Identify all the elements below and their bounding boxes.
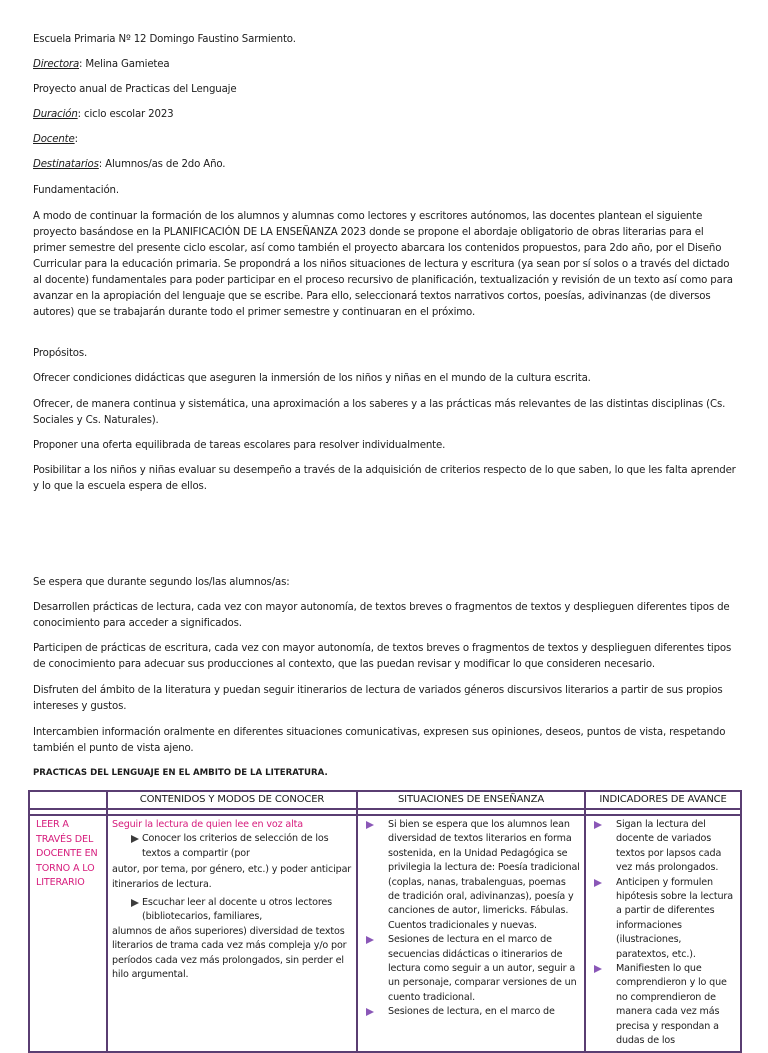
list-item	[362, 818, 580, 933]
arrow-bullet-icon	[365, 820, 375, 830]
list-item	[590, 818, 736, 876]
arrow-bullet-icon	[365, 935, 375, 945]
area-label: LEER A TRAVÉS DEL DOCENTE EN TORNO A LO LITERARIO	[36, 819, 98, 888]
header-cell-situaciones: SITUACIONES DE ENSEÑANZA	[357, 791, 585, 809]
contents-cell	[107, 815, 357, 1052]
proposito-item: Proponer una oferta equilibrada de tareas escolares para resolver individualmente.	[33, 440, 446, 451]
arrow-bullet-icon	[130, 834, 140, 844]
expectativa-item: Intercambien información oralmente en diferentes situaciones comunicativas, expresen sus opiniones, deseos, puntos de vista, respetando también el punto de vista ajeno.	[33, 727, 726, 754]
situaciones-list	[362, 818, 580, 1020]
arrow-bullet-icon	[130, 898, 140, 908]
indicadores-list	[590, 818, 736, 1049]
proposito-item: Ofrecer, de manera continua y sistemática, una aproximación a los saberes y a las prácticas más relevantes de las distintas disciplinas (Cs. Sociales y Cs. Naturales).	[33, 399, 726, 426]
fundamentacion-body: A modo de continuar la formación de los alumnos y alumnas como lectores y escritores autónomos, las docentes plantean el siguiente proyecto basándose en la PLANIFICACIÓN DE LA ENSEÑANZA 2023 donde se propone el abordaje obligatorio de obras literarias para el primer semestre del presente ciclo escolar, así como también el proyecto abarcara los contenidos propuestos, para 2do año, por el Diseño Curricular para la educación primaria. Se propondrá a los niños situaciones de lectura y escritura (ya sean por sí solos o a través del dictado al docente) fundamentales para poder participar en el proceso recursivo de planificación, textualización y revisión de un texto así como para avanzar en la apropiación del lenguaje que se escribe. Para ello, seleccionará textos narrativos cortos, poesías, adivinanzas (de diversos autores) que se trabajarán durante todo el primer semestre y continuaran en el próximo.	[33, 211, 733, 318]
table-row	[29, 815, 741, 1052]
contents-item	[112, 832, 352, 861]
director-line	[33, 57, 739, 73]
situaciones-cell	[357, 815, 585, 1052]
director-label: Directora	[33, 59, 80, 70]
expectativa-item: Participen de prácticas de escritura, cada vez con mayor autonomía, de textos breves o fragmentos de textos y desplieguen diferentes tipos de conocimiento para adecuar sus producciones al contexto, que las puedan revisar y modificar lo que consideren necesario.	[33, 643, 732, 670]
header-cell-contenidos: CONTENIDOS Y MODOS DE CONOCER	[107, 791, 357, 809]
expectativa-item: Desarrollen prácticas de lectura, cada vez con mayor autonomía, de textos breves o fragmentos de textos y desplieguen diferentes tipos de conocimiento para acceder a significados.	[33, 602, 730, 629]
list-item	[590, 876, 736, 962]
duration-value: : ciclo escolar 2023	[77, 109, 174, 120]
header-cell-area	[29, 791, 107, 809]
propositos-title: Propósitos.	[33, 348, 88, 359]
audience-value: : Alumnos/as de 2do Año.	[98, 159, 226, 170]
area-cell	[29, 815, 107, 1052]
director-value: : Melina Gamietea	[79, 59, 170, 70]
expectativas-intro: Se espera que durante segundo los/las alumnos/as:	[33, 577, 290, 588]
list-item-text: Sesiones de lectura, en el marco de	[388, 1006, 555, 1018]
contents-item-continuation: autor, por tema, por género, etc.) y poder anticipar itinerarios de lectura.	[112, 864, 352, 890]
list-item	[590, 962, 736, 1048]
list-item-text: Sigan la lectura del docente de variados textos por lapsos cada vez más prolongados.	[616, 819, 722, 874]
indicadores-cell	[585, 815, 741, 1052]
school-name: Escuela Primaria Nº 12 Domingo Faustino Sarmiento.	[33, 34, 296, 45]
audience-label: Destinatarios	[33, 159, 99, 170]
duration-label: Duración	[33, 109, 78, 120]
table-header-row	[29, 791, 741, 809]
list-item-text: Anticipen y formulen hipótesis sobre la lectura a partir de diferentes informaciones (ilustraciones, paratextos, etc.).	[616, 876, 733, 960]
header-cell-indicadores: INDICADORES DE AVANCE	[585, 791, 741, 809]
contents-item	[112, 896, 352, 925]
list-item-text: Si bien se espera que los alumnos lean diversidad de textos literarios en forma sostenida, en la Unidad Pedagógica se privilegia la lectura de: Poesía tradicional (coplas, nanas, trabalenguas, poemas de tradición oral, adivinanzas), poesía y canciones de autor, limericks. Fábulas. Cuentos tradicionales y nuevas.	[388, 819, 580, 931]
table-caption: PRACTICAS DEL LENGUAJE EN EL AMBITO DE LA LITERATURA.	[33, 768, 328, 778]
teacher-value: :	[74, 134, 78, 145]
contents-lead: Seguir la lectura de quien lee en voz alta	[112, 819, 303, 830]
list-item	[362, 933, 580, 1005]
list-item-text: Sesiones de lectura en el marco de secuencias didácticas o itinerarios de lectura como seguir a un autor, seguir a un personaje, comparar versiones de un cuento tradicional.	[388, 934, 577, 1003]
teacher-line	[33, 132, 739, 148]
list-item-text: Manifiesten lo que comprendieron y lo que no comprendieron de manera cada vez más precisa y respondan a dudas de los	[616, 963, 727, 1047]
planning-table	[28, 790, 742, 1053]
duration-line	[33, 107, 739, 123]
fundamentacion-title: Fundamentación.	[33, 185, 119, 196]
arrow-bullet-icon	[593, 820, 603, 830]
arrow-bullet-icon	[365, 1007, 375, 1017]
project-title: Proyecto anual de Practicas del Lenguaje	[33, 84, 237, 95]
list-item	[362, 1005, 580, 1019]
audience-line	[33, 157, 739, 173]
proposito-item: Posibilitar a los niños y niñas evaluar su desempeño a través de la adquisición de criterios respecto de lo que saben, lo que les falta aprender y lo que la escuela espera de ellos.	[33, 465, 736, 492]
contents-item-continuation: alumnos de años superiores) diversidad de textos literarios de trama cada vez más compleja y/o por períodos cada vez más prolongados, sin perder el hilo argumental.	[112, 925, 347, 981]
contents-item-text: Conocer los criterios de selección de los textos a compartir (por	[142, 833, 329, 859]
arrow-bullet-icon	[593, 878, 603, 888]
proposito-item: Ofrecer condiciones didácticas que aseguren la inmersión de los niños y niñas en el mundo de la cultura escrita.	[33, 373, 591, 384]
teacher-label: Docente	[33, 134, 75, 145]
contents-item-text: Escuchar leer al docente u otros lectores (bibliotecarios, familiares,	[142, 897, 333, 923]
expectativa-item: Disfruten del ámbito de la literatura y puedan seguir itinerarios de lectura de variados géneros discursivos literarios a partir de sus propios intereses y gustos.	[33, 685, 723, 712]
arrow-bullet-icon	[593, 964, 603, 974]
